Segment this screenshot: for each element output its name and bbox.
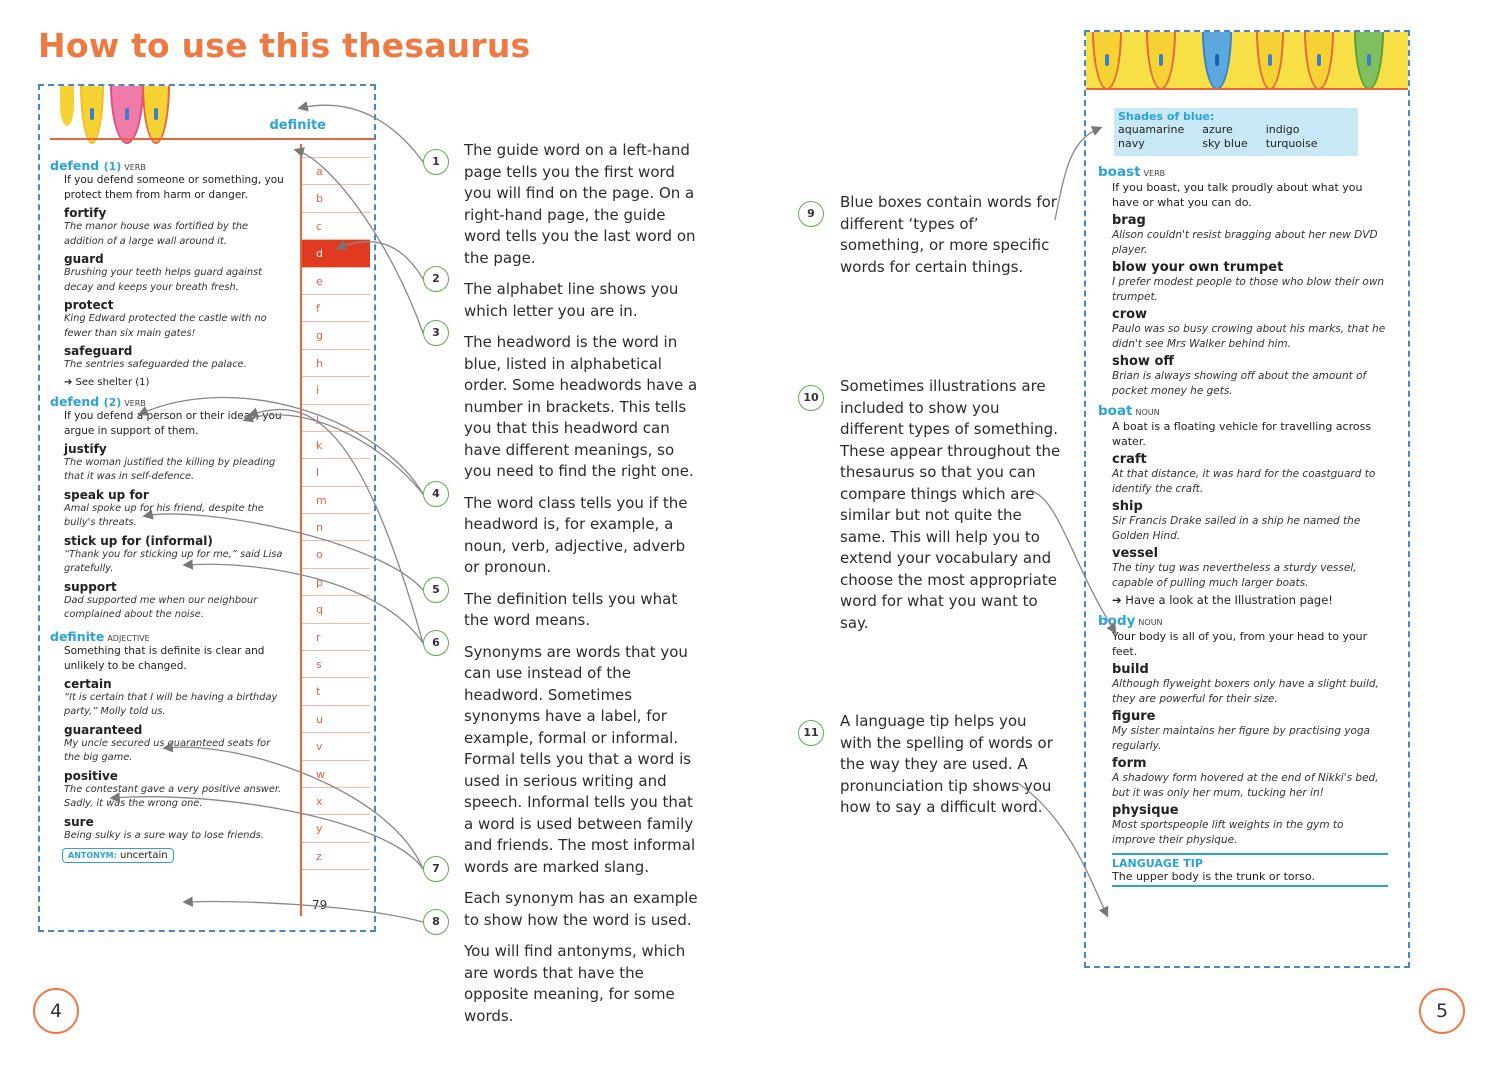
explain-tips: A language tip helps you with the spelling of words or the way they are used. A pronunciation tip shows you how to say a difficult word. xyxy=(840,712,1053,816)
synonym: guaranteed xyxy=(64,722,143,737)
marker-4: 4 xyxy=(423,481,449,507)
alphabet-letter-e: e xyxy=(302,268,370,295)
alphabet-letter-k: k xyxy=(302,432,370,459)
alphabet-letter-d: d xyxy=(302,240,370,267)
explain-antonyms: You will find antonyms, which are words that have the opposite meaning, for some words. xyxy=(464,942,686,1025)
alphabet-letter-i: i xyxy=(302,377,370,404)
marker-10: 10 xyxy=(798,385,824,411)
alphabet-letter-z: z xyxy=(302,843,370,870)
synonym: safeguard xyxy=(64,344,133,358)
marker-6: 6 xyxy=(423,630,449,656)
arrow-6a xyxy=(185,564,423,643)
synonym: craft xyxy=(1112,452,1147,467)
synonym: crow xyxy=(1112,307,1148,322)
arrow-5 xyxy=(145,514,423,590)
example: The contestant gave a very positive answer. Sadly, it was the wrong one. xyxy=(64,783,282,809)
example: I prefer modest people to those who blow their own trumpet. xyxy=(1112,276,1385,303)
marker-8: 8 xyxy=(423,909,449,935)
alphabet-letter-y: y xyxy=(302,815,370,842)
antonym-box: ANTONYM: uncertain xyxy=(62,848,174,863)
example: The tiny tug was nevertheless a sturdy vessel, capable of pulling much larger boats. xyxy=(1112,562,1357,589)
explain-synonyms: Synonyms are words that you can use instead of the headword. Sometimes synonyms have a label, for example, formal or informal. Formal tells you that a word is used in serious writing and speech. Informal tells you that a word is used between family and friends. The most informal words are marked slang. xyxy=(464,642,696,876)
alphabet-letter-a: a xyxy=(302,158,370,185)
example: King Edward protected the castle with no fewer than six main gates! xyxy=(64,313,267,339)
page-title: How to use this thesaurus xyxy=(38,26,531,65)
explain-illustrations: Sometimes illustrations are included to show you different types of something. These appear throughout the thesaurus so that you can compare things which are similar but not quite the same. This will help you to extend your vocabulary and choose the most appropriate word for what you want to say. xyxy=(840,377,1061,632)
example: The sentries safeguarded the palace. xyxy=(64,359,247,370)
page-number-right: 5 xyxy=(1419,988,1465,1034)
synonym: show off xyxy=(1112,354,1174,369)
explain-definition: The definition tells you what the word means. xyxy=(464,589,678,629)
blue-box-shades-of-blue: Shades of blue: aquamarine azure indigo navy sky blue turquoise xyxy=(1114,108,1358,156)
synonym: figure xyxy=(1112,709,1156,724)
arrow-2 xyxy=(338,242,423,279)
synonym: support xyxy=(64,579,117,594)
headword-defend-2: defend (2) VERB xyxy=(50,393,146,409)
headword-body: body NOUN xyxy=(1098,613,1163,629)
synonym: certain xyxy=(64,676,112,691)
explain-example: Each synonym has an example to show how the word is used. xyxy=(464,889,698,929)
alphabet-letter-l: l xyxy=(302,459,370,486)
alphabet-letter-r: r xyxy=(302,624,370,651)
example: Amal spoke up for his friend, despite the bully's threats. xyxy=(64,502,264,528)
synonym: sure xyxy=(64,814,94,829)
alphabet-letter-q: q xyxy=(302,596,370,623)
synonym: brag xyxy=(1112,213,1146,228)
alphabet-letter-s: s xyxy=(302,651,370,678)
arrow-1 xyxy=(300,105,423,162)
see-also: ➔ See shelter (1) xyxy=(64,376,150,388)
example: The woman justified the killing by pleading that it was in self-defence. xyxy=(64,456,276,482)
synonym: vessel xyxy=(1112,546,1159,561)
synonym: build xyxy=(1112,662,1149,677)
example: My sister maintains her figure by practising yoga regularly. xyxy=(1112,725,1371,752)
alphabet-letter-v: v xyxy=(302,733,370,760)
example: Dad supported me when our neighbour complained about the noise. xyxy=(64,594,258,620)
alphabet-letter-x: x xyxy=(302,788,370,815)
arrow-4b xyxy=(245,415,423,494)
marker-2: 2 xyxy=(423,266,449,292)
guide-word: definite xyxy=(269,118,326,133)
alphabet-letter-w: w xyxy=(302,761,370,788)
synonym: speak up for xyxy=(64,487,149,502)
synonym: ship xyxy=(1112,499,1143,514)
synonym: fortify xyxy=(64,206,107,220)
example: At that distance, it was hard for the coastguard to identify the craft. xyxy=(1112,468,1376,495)
example: Brian is always showing off about the amount of pocket money he gets. xyxy=(1112,370,1367,397)
definition: Something that is definite is clear and unlikely to be changed. xyxy=(64,644,265,672)
see-also: ➔ Have a look at the Illustration page! xyxy=(1112,593,1333,607)
synonym: blow your own trumpet xyxy=(1112,260,1284,275)
definition: A boat is a floating vehicle for travelling across water. xyxy=(1112,420,1372,448)
example: Although flyweight boxers only have a slight build, they are powerful for their size. xyxy=(1112,678,1379,705)
arrow-4a xyxy=(140,398,423,494)
example: “It is certain that I will be having a birthday party,” Molly told us. xyxy=(64,691,278,717)
marker-9: 9 xyxy=(798,201,824,227)
synonym: stick up for (informal) xyxy=(64,533,213,548)
example: Most sportspeople lift weights in the gym to improve their physique. xyxy=(1112,819,1344,846)
arrow-10 xyxy=(1030,490,1115,632)
alphabet-letter-p: p xyxy=(302,569,370,596)
alphabet-letter-g: g xyxy=(302,322,370,349)
synonym: physique xyxy=(1112,803,1179,818)
definition: If you boast, you talk proudly about what you have or what you can do. xyxy=(1112,181,1363,209)
page-number-left: 4 xyxy=(33,988,79,1034)
alphabet-letter-t: t xyxy=(302,678,370,705)
headword-definite: definite ADJECTIVE xyxy=(50,628,150,644)
example: The manor house was fortified by the addition of a large wall around it. xyxy=(64,221,249,247)
example: A shadowy form hovered at the end of Nikki's bed, but it was only her mum, tucking her in! xyxy=(1112,772,1379,799)
headword-boast: boast VERB xyxy=(1098,164,1166,180)
example: Being sulky is a sure way to lose friends. xyxy=(64,829,264,841)
marker-7: 7 xyxy=(423,856,449,882)
alphabet-letter-f: f xyxy=(302,295,370,322)
alphabet-letter-b: b xyxy=(302,185,370,212)
headword-boat: boat NOUN xyxy=(1098,403,1160,419)
synonym: positive xyxy=(64,768,118,783)
headword-defend-1: defend (1) VERB xyxy=(50,158,146,173)
synonym: justify xyxy=(64,441,107,456)
definition: If you defend a person or their ideas, you argue in support of them. xyxy=(64,409,282,437)
alphabet-letter-h: h xyxy=(302,350,370,377)
explain-alphabet-line: The alphabet line shows you which letter you are in. xyxy=(464,280,679,320)
definition: If you defend someone or something, you protect them from harm or danger. xyxy=(64,174,284,201)
alphabet-letter-u: u xyxy=(302,706,370,733)
explain-headword: The headword is the word in blue, listed in alphabetical order. Some headwords have a number in brackets. This tells you that this headword can have different meanings, so you need to find the right one. xyxy=(464,333,698,480)
arrow-11 xyxy=(1018,783,1107,915)
explain-word-class: The word class tells you if the headword is, for example, a noun, verb, adjective, adverb or pronoun. xyxy=(464,493,688,576)
explain-blue-boxes: Blue boxes contain words for different ‘types of’ something, or more specific words for certain things. xyxy=(840,193,1057,276)
arrow-9 xyxy=(1055,128,1100,220)
alphabet-letter-m: m xyxy=(302,487,370,514)
example: Paulo was so busy crowing about his marks, that he didn't see Mrs Walker behind him. xyxy=(1112,323,1386,350)
alphabet-letter-c: c xyxy=(302,213,370,240)
arrow-8 xyxy=(185,902,423,922)
synonym: protect xyxy=(64,298,114,312)
marker-11: 11 xyxy=(798,720,824,746)
marker-5: 5 xyxy=(423,577,449,603)
example: Brushing your teeth helps guard against decay and keeps your breath fresh. xyxy=(64,267,263,293)
synonym: form xyxy=(1112,756,1147,771)
alphabet-letter-n: n xyxy=(302,514,370,541)
marker-1: 1 xyxy=(423,149,449,175)
example: “Thank you for sticking up for me,” said Lisa gratefully. xyxy=(64,548,283,574)
explain-guide-word: The guide word on a left-hand page tells you the first word you will find on the page. On a right-hand page, the guide word tells you the last word on the page. xyxy=(464,141,696,267)
synonym: guard xyxy=(64,252,104,266)
marker-3: 3 xyxy=(423,320,449,346)
example: Alison couldn't resist bragging about her new DVD player. xyxy=(1112,229,1378,256)
arrow-6b xyxy=(250,409,423,643)
definition: Your body is all of you, from your head to your feet. xyxy=(1112,630,1368,658)
example: Sir Francis Drake sailed in a ship he named the Golden Hind. xyxy=(1112,515,1361,542)
page-number-79: 79 xyxy=(312,898,328,912)
arrow-7b xyxy=(112,797,423,869)
arrow-7a xyxy=(165,747,423,869)
example: My uncle secured us guaranteed seats for the big game. xyxy=(64,737,271,763)
language-tip: LANGUAGE TIP The upper body is the trunk or torso. xyxy=(1112,853,1388,887)
alphabet-letter-o: o xyxy=(302,541,370,568)
alphabet-letter-j: j xyxy=(302,405,370,432)
